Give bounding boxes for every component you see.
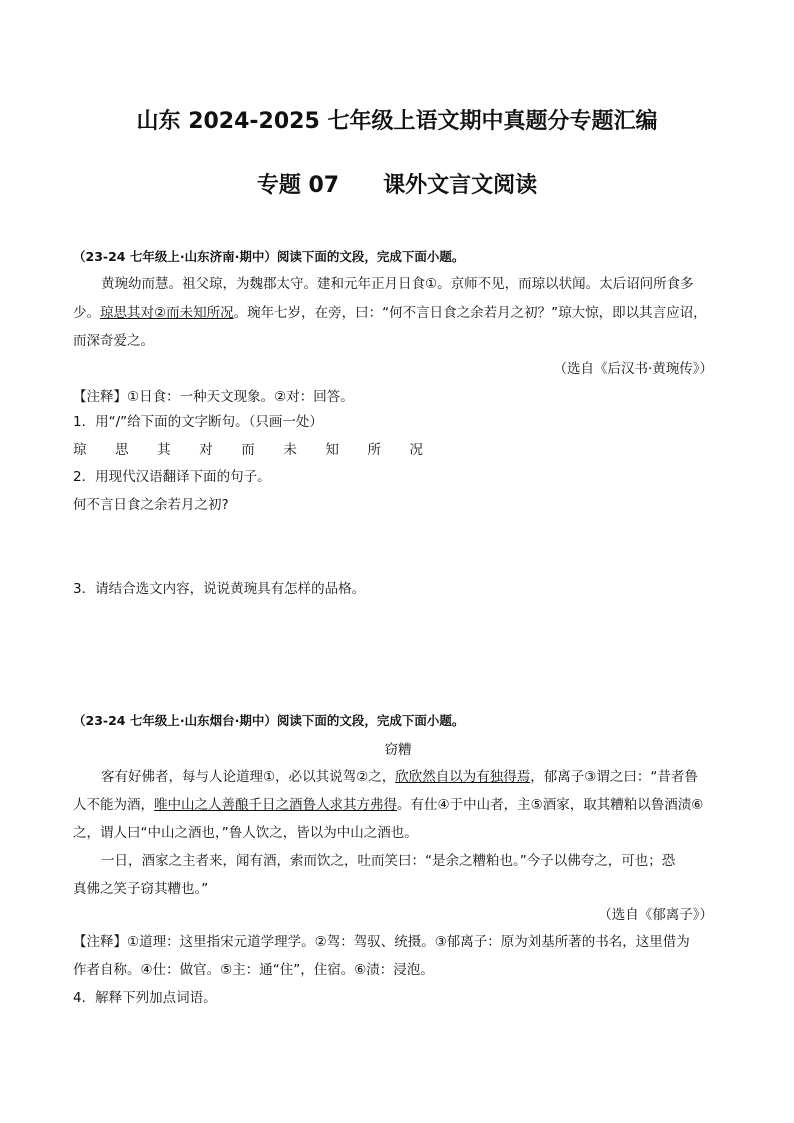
section2-passage-line3: 之，谓人曰“中山之酒也，”鲁人饮之，皆以为中山之酒也。 — [73, 825, 418, 841]
section2-passage-line1: 客有好佛者，每与人论道理①，必以其说驾②之，欣欣然自以为有独得焉，郁离子③谓之曰：“昔者鲁 — [101, 769, 698, 785]
section1-header: （23-24 七年级上·山东济南·期中）阅读下面的文段，完成下面小题。 — [73, 249, 465, 264]
question-1-char: 未 — [283, 442, 297, 458]
document-subtitle — [0, 168, 794, 199]
section2-header: （23-24 七年级上·山东烟台·期中）阅读下面的文段，完成下面小题。 — [73, 713, 465, 728]
question-2: 2．用现代汉语翻译下面的句子。 — [73, 469, 271, 485]
question-1-char: 其 — [157, 442, 171, 458]
question-1-char: 况 — [409, 442, 423, 458]
question-1-char: 知 — [325, 442, 339, 458]
section2-passage-title: 窃糟 — [384, 742, 412, 758]
question-2-sentence: 何不言日食之余若月之初? — [73, 497, 229, 513]
question-1-char: 对 — [199, 442, 213, 458]
question-4: 4．解释下列加点词语。 — [73, 990, 217, 1006]
question-1-text — [73, 438, 723, 458]
question-1: 1．用“/”给下面的文字断句。（只画一处） — [73, 414, 323, 430]
underlined-phrase: 唯中山之人善酿千日之酒鲁人求其方弗得 — [154, 797, 397, 813]
section1-notes: 【注释】①日食：一种天文现象。②对：回答。 — [73, 389, 354, 405]
section2-source: （选自《郁离子》） — [598, 907, 713, 923]
question-1-char: 思 — [115, 442, 129, 458]
underlined-phrase: 欣欣然自以为有独得焉 — [395, 769, 531, 785]
section2-passage-line2: 人不能为酒，唯中山之人善酿千日之酒鲁人求其方弗得。有仕④于中山者，主⑤酒家，取其糟粕以鲁酒渍⑥ — [73, 797, 704, 813]
question-1-char: 琼 — [73, 442, 87, 458]
question-3: 3．请结合选文内容，说说黄琬具有怎样的品格。 — [73, 581, 366, 597]
section1-passage-line1: 黄琬幼而慧。祖父琼，为魏郡太守。建和元年正月日食①。京师不见，而琼以状闻。太后诏问所食多 — [101, 276, 694, 292]
section2-passage-line4: 一日，酒家之主者来，闻有酒，索而饮之，吐而笑曰：“是余之糟粕也。”今子以佛夸之，可也；恐 — [101, 853, 676, 869]
section2-notes-line2: 作者自称。④仕：做官。⑤主：通“住”，住宿。⑥渍：浸泡。 — [73, 962, 434, 978]
subtitle-topic-number: 专题 07 — [256, 173, 340, 198]
question-1-char: 所 — [367, 442, 381, 458]
section1-passage-line3: 而深奇爱之。 — [73, 333, 154, 349]
section1-source: （选自《后汉书·黄琬传》） — [553, 361, 713, 377]
document-title: 山东 2024-2025 七年级上语文期中真题分专题汇编 — [136, 109, 658, 134]
section2-notes-line1: 【注释】①道理：这里指宋元道学理学。②驾：驾驭、统摄。③郁离子：原为刘基所著的书名，这里借为 — [73, 934, 690, 950]
question-1-char: 而 — [241, 442, 255, 458]
section2-passage-line5: 真佛之笑子窃其糟也。” — [73, 881, 209, 897]
subtitle-topic-name: 课外文言文阅读 — [383, 173, 538, 198]
section1-passage-line2: 少。琼思其对②而未知所况。琬年七岁，在旁，曰：“何不言日食之余若月之初？”琼大惊，即以其言应诏， — [73, 305, 707, 321]
underlined-phrase: 琼思其对②而未知所况 — [100, 305, 234, 321]
